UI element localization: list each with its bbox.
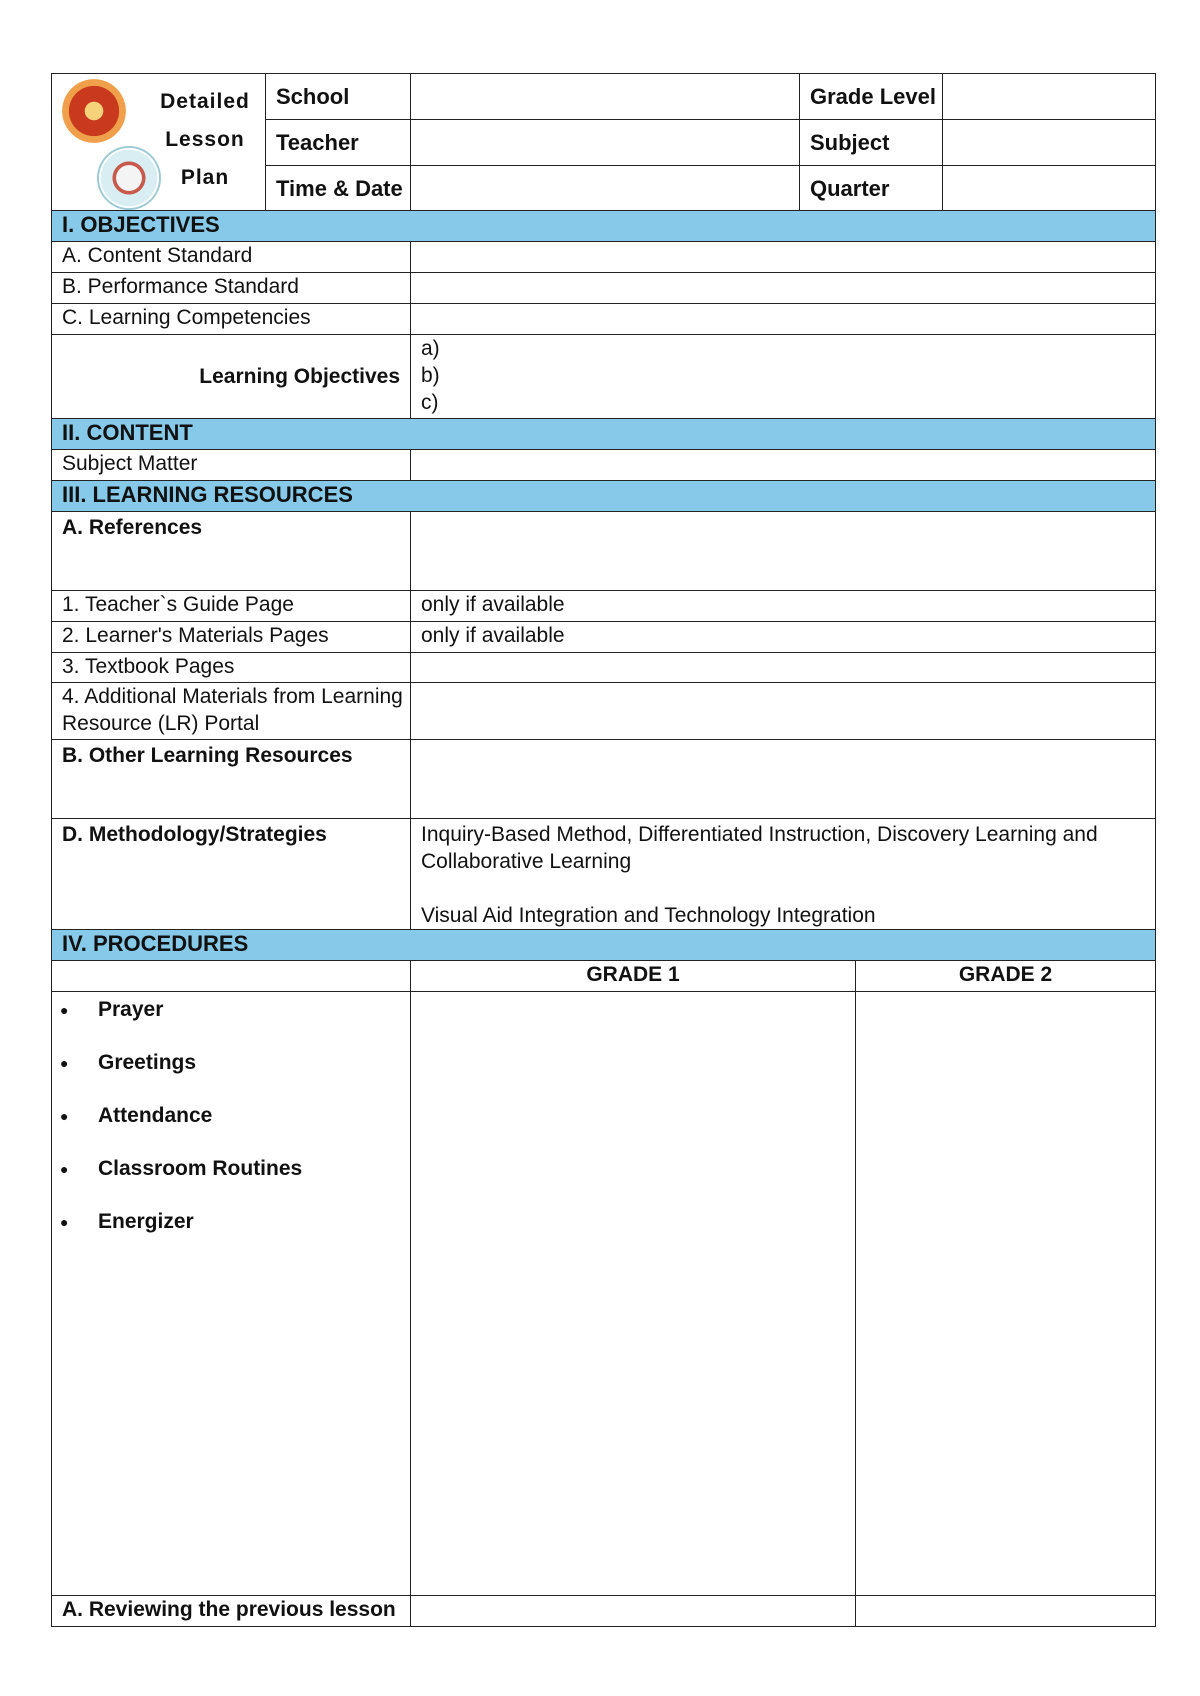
additional-materials-field[interactable] (411, 683, 1156, 740)
objectives-heading: I. OBJECTIVES (52, 211, 1156, 242)
other-resources-label: B. Other Learning Resources (52, 740, 411, 819)
grade-level-field[interactable] (943, 74, 1156, 120)
routines-cell (52, 992, 411, 1596)
title-plan: Plan (180, 166, 230, 189)
textbook-pages-field[interactable] (411, 653, 1156, 683)
methodology-line3: Visual Aid Integration and Technology Integration (421, 904, 876, 927)
methodology-field[interactable] (411, 819, 1156, 930)
routines-list (60, 995, 410, 1260)
references-field[interactable] (411, 512, 1156, 591)
teacher-label: Teacher (266, 120, 411, 166)
school-field[interactable] (411, 74, 800, 120)
methodology-spacer (421, 875, 1155, 902)
quarter-label: Quarter (800, 166, 943, 211)
other-resources-field[interactable] (411, 740, 1156, 819)
objective-item-c: c) (421, 391, 439, 414)
objective-item-a: a) (421, 337, 440, 360)
learners-materials-label: 2. Learner's Materials Pages (52, 622, 411, 653)
references-label: A. References (52, 512, 411, 591)
subject-field[interactable] (943, 120, 1156, 166)
learning-objectives-field[interactable] (411, 335, 1156, 419)
subject-label: Subject (800, 120, 943, 166)
learning-competencies-field[interactable] (411, 304, 1156, 335)
quarter-field[interactable] (943, 166, 1156, 211)
logo-title-cell (52, 74, 266, 211)
additional-materials-label (52, 683, 411, 740)
procedures-blank-header (52, 961, 411, 992)
content-standard-label: A. Content Standard (52, 242, 411, 273)
time-date-label: Time & Date (266, 166, 411, 211)
title-detailed: Detailed (160, 90, 250, 113)
grade-level-label: Grade Level (800, 74, 943, 120)
methodology-label: D. Methodology/Strategies (52, 819, 411, 930)
performance-standard-field[interactable] (411, 273, 1156, 304)
routines-grade2-field[interactable] (856, 992, 1156, 1596)
grade1-header: GRADE 1 (411, 961, 856, 992)
time-date-field[interactable] (411, 166, 800, 211)
subject-matter-field[interactable] (411, 450, 1156, 481)
learning-competencies-label: C. Learning Competencies (52, 304, 411, 335)
school-seal-logo (62, 79, 126, 143)
subject-matter-label: Subject Matter (52, 450, 411, 481)
routine-energizer: ● Energizer (60, 1207, 410, 1260)
teacher-field[interactable] (411, 120, 800, 166)
content-standard-field[interactable] (411, 242, 1156, 273)
routine-greetings: ● Greetings (60, 1048, 410, 1101)
procedures-heading: IV. PROCEDURES (52, 930, 1156, 961)
lesson-plan-table (51, 73, 1156, 1627)
performance-standard-label: B. Performance Standard (52, 273, 411, 304)
routine-prayer: ● Prayer (60, 995, 410, 1048)
routine-attendance: ● Attendance (60, 1101, 410, 1154)
grade2-header: GRADE 2 (856, 961, 1156, 992)
content-heading: II. CONTENT (52, 419, 1156, 450)
reviewing-lesson-label: A. Reviewing the previous lesson (52, 1596, 411, 1627)
school-label: School (266, 74, 411, 120)
learners-materials-field[interactable]: only if available (411, 622, 1156, 653)
teachers-guide-field[interactable]: only if available (411, 591, 1156, 622)
learning-objectives-label: Learning Objectives (52, 335, 411, 419)
learning-resources-heading: III. LEARNING RESOURCES (52, 481, 1156, 512)
routine-classroom-routines: ● Classroom Routines (60, 1154, 410, 1207)
methodology-line1: Inquiry-Based Method, Differentiated Instruction, Discovery Learning and (421, 823, 1098, 846)
methodology-line2: Collaborative Learning (421, 850, 632, 873)
title-lesson: Lesson (165, 128, 245, 151)
additional-materials-line1: 4. Additional Materials from Learning (62, 685, 403, 708)
reviewing-grade2-field[interactable] (856, 1596, 1156, 1627)
teachers-guide-label: 1. Teacher`s Guide Page (52, 591, 411, 622)
objective-item-b: b) (421, 364, 440, 387)
lesson-plan-form (51, 73, 1155, 1627)
reviewing-grade1-field[interactable] (411, 1596, 856, 1627)
additional-materials-line2: Resource (LR) Portal (62, 712, 260, 735)
routines-grade1-field[interactable] (411, 992, 856, 1596)
textbook-pages-label: 3. Textbook Pages (52, 653, 411, 683)
